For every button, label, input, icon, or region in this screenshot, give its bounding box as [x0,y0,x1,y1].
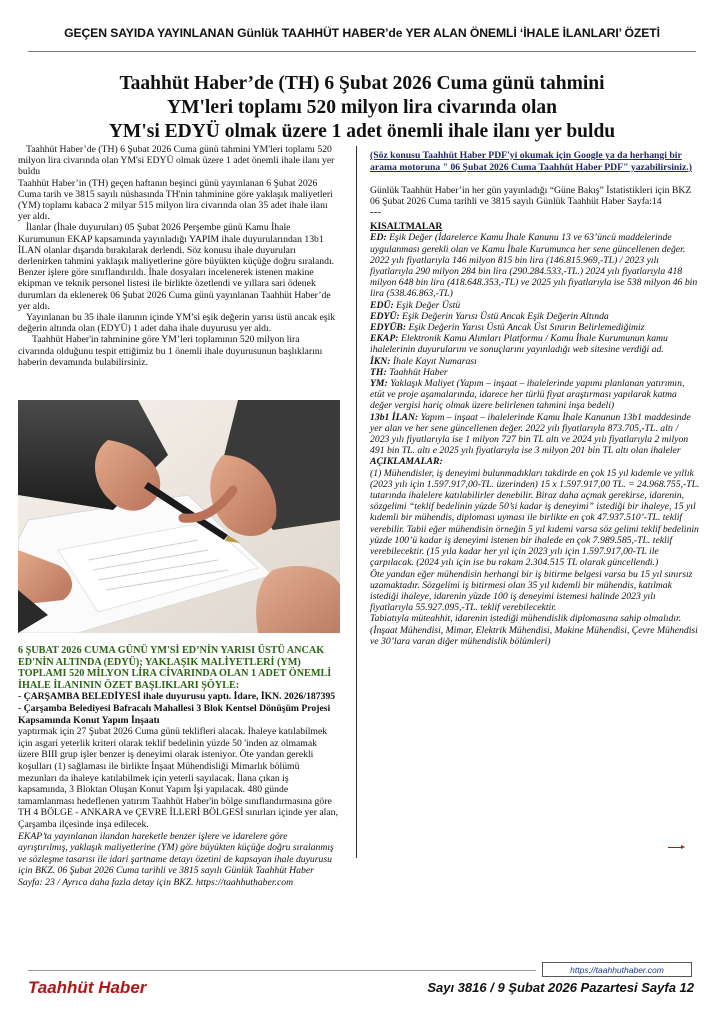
end-arrow-icon [668,847,682,848]
right-column [370,150,700,647]
abbreviation-key: EDYÜ: [370,310,400,322]
abbreviation-text: Yaklaşık Maliyet (Yapım – inşaat – ihalelerinde yapımı planlanan yatırımın, etüt ve proje aşamalarında, idarece her türlü fiyat araştırması yapılarak katma değer vergisi hariç olmak üzere belirlenen tahmini inşa bedeli) [370,378,685,412]
abbreviation-key: YM: [370,378,388,390]
abbreviation-text: Eşik Değer Üstü [393,299,461,311]
abbreviation-text: Eşik Değer (İdarelerce Kamu İhale Kanunu 13 ve 63’üncü maddelerinde uygulanması gerekli olan ve Kamu İhale Kurumunca her sene güncellenen değer. 2022 yılı fiyatlarıyla 146 milyon 815 bin lira (146.815.969,-TL) / 2023 yılı fiyatlarıyla 290 milyon 284 bin lira (290.284.533,-TL.) 2024 yılı fiyatlarıyla 418 milyon 648 bin lira (418.648.353,-TL) ve 2025 yılı fiyatlarıyla ise 538 milyon 46 bin lira (538.46.863,-TL) [370,232,698,300]
abbreviation-text: İhale Kayıt Numarası [390,355,477,367]
article-paragraph: Taahhüt Haber'in tahminine göre YM’leri toplamının 520 milyon lira civarında olduğunu tespit ettiğimiz bu 1 önemli ihale duyurusunun başlıklarını haberin devamında bulabilirsiniz. [18,334,323,368]
tender-summary [18,645,338,888]
gune-bakis-note: Günlük Taahhüt Haber’in her gün yayınladığı “Güne Bakış” İstatistikleri için BKZ 06 Şubat 2026 Cuma tarihli ve 3815 sayılı Günlük Taahhüt Haber Sayfa:14 [370,184,692,207]
headline-line-2: YM'leri toplamı 520 milyon lira civarında olan [167,97,557,118]
abbreviation-item [370,300,700,311]
abbreviations-list [370,232,700,456]
explanation-paragraph: Öte yandan eğer mühendisin herhangi bir iş bitirme belgesi varsa bu 15 yıl sınırsız uzamaktadır. Sözgelimi iş bitirmesi olan 35 yıl kıdemli bir mühendis, katılmak istediği ihaleye, idarenin yüzde 100 iş deneyimi istemesi halinde 2023 yılı fiyatlarıyla 55.927.095,-TL. teklif verebilecektir. [370,568,693,614]
explanation-paragraph: (1) Mühendisler, iş deneyimi bulunmadıkları takdirde en çok 15 yıl kıdemle ve yıllık (2023 yılı için 1.597.917,00-TL. üzerinden) 15 x 1.597.917,00 TL. = 24.968.755,-TL. tutarında ihalelere katılabilirler denebilir. Biraz daha açmak gerekirse, idarenin, sözgelimi “teklif bedelinin yüzde 50’si kadar iş deneyimi” istediği bir ihaleye, 15 yıl kıdemli bir mühendis, diploması uyması ile birlikte en çok 47.937.510’-TL. teklif verebilir. Tabii eğer mühendisin örneğin 5 yıl kıdemi varsa söz gelimi teklif bedelinin yüzde 100’ü kadar iş deneyimi istenen bir ihalede en çok 7.989.585,-TL. teklif verebilecektir. (15 yıla kadar her yıl için 2023 yılı için 1.597.917,00-TL ile çarpılacak. (2024 yılı için ise bu rakam 2.304.515 TL olarak güncellendi.) [370,467,700,569]
headline [30,72,694,144]
abbreviation-key: EDÜ: [370,299,394,311]
abbreviation-key: 13b1 İLAN: [370,411,419,423]
abbreviation-item [370,356,700,367]
abbreviation-key: TH: [370,366,387,378]
abbreviation-key: EKAP: [370,333,399,345]
article-paragraph: İlanlar (İhale duyuruları) 05 Şubat 2026 Perşembe günü Kamu İhale Kurumunun EKAP kapsamında yayınladığı YAPIM ihale duyurularından 13b1 İLAN olanlar dışarıda bırakılarak derlendi. Söz konusu ihale duyuruları derlenirken tahmini yaklaşık maliyetlerine göre büyükten küçüğe doğru sıralandı. Benzer işlere göre sınıflandırıldı. İhale dosyaları incelenerek istenen makine ekipman ve teknik personel listesi ile birlikte özetlendi ve yıllara sari ödenek durumları da eklenerek 06 Şubat 2026 Cuma günü yayınlanan Taahhüt Haber’de yer aldı. [18,222,335,312]
abbreviation-key: İKN: [370,355,391,367]
brand-logo: Taahhüt Haber [28,978,147,997]
abbreviation-text: Taahhüt Haber [386,366,448,378]
abbreviation-text: Elektronik Kamu Alımları Platformu / Kamu İhale Kurumunun kamu ihalelerinin duyurularını ve sonuçlarını yayınladığı web sitesine verdiği ad. [370,333,668,356]
column-divider [356,146,357,858]
section-title: GEÇEN SAYIDA YAYINLANAN Günlük TAAHHÜT HABER’de YER ALAN ÖNEMLİ ‘İHALE İLANLARI’ ÖZETİ [64,26,660,40]
abbreviation-item [370,232,700,299]
abbreviation-key: EDYÜB: [370,322,407,334]
abbreviation-item [370,322,700,333]
reference-note: EKAP’ta yayınlanan ilandan hareketle benzer işlere ve idarelere göre ayrıştırılmış, yaklaşık maliyetlerine (YM) göre büyükten küçüğe doğru sıralanmış ve sözleşme tasarısı ile idari şartname detayı özetini de kapsayan ihale duyurusu için BKZ. 06 Şubat 2026 Cuma tarihli ve 3815 sayılı Günlük Taahhüt Haber Sayfa: 23 / Ayrıca daha fazla detay için BKZ. https://taahhuthaber.com [18,830,334,888]
abbreviation-key: ED: [370,232,387,244]
issue-info: Sayı 3816 / 9 Şubat 2026 Pazartesi Sayfa 12 [427,980,694,995]
abbreviation-text: Eşik Değerin Yarısı Üstü Ancak Eşik Değerin Altında [399,310,609,322]
tender-details: yaptırmak için 27 Şubat 2026 Cuma günü teklifleri alacak. İhaleye katılabilmek için asgari yeterlik kriteri olarak teklif bedelinin yüzde 50 'inden az olmamak üzere BIII grup işler benzer iş deneyimi olarak isteniyor. Öte yandan gerekli koşulları (1) sağlaması ile birlikte İnşaat Mühendisliği Mimarlık bölümü mezunları da ihaleye katılabilmek için yeterli sayılacak. İlana çıkan iş kapsamında, 3 Bloktan Oluşan Konut Yapım İşi yapılacak. 480 günde tamamlanması hedeflenen yatırım Taahhüt Haber'in bölge sınıflandırmasına göre TH 4 BÖLGE - ANKARA ve ÇEVRE İLLERİ BÖLGESİ sınırları içinde yer alan, Çarşamba ilçesinde inşa edilecek. [18,726,338,830]
abbreviation-item [370,311,700,322]
summary-heading: 6 ŞUBAT 2026 CUMA GÜNÜ YM'Sİ ED’NİN YARISI ÜSTÜ ANCAK ED'NİN ALTINDA (EDYÜ); YAKLAŞIK MALİYETLERİ (YM) TOPLAMI 520 MİLYON LİRA CİVARINDA OLAN 1 ADET ÖNEMLİ İHALE İLANININ ÖZET BAŞLIKLARI ŞÖYLE: [18,645,332,691]
article-paragraph: Taahhüt Haber’de (TH) 6 Şubat 2026 Cuma günü tahmini YM'leri toplamı 520 milyon lira civarında olan YM'si EDYÜ olmak üzere 1 adet önemli ihale ilanı yer buldu [18,144,335,178]
top-divider [28,51,696,52]
article-paragraph: Taahhüt Haber’in (TH) geçen haftanın beşinci günü yayınlanan 6 Şubat 2026 Cuma tarih ve 3815 sayılı nüshasında TH'nin tahminine göre yaklaşık maliyetleri (YM) toplamı kabaca 2 milyar 515 milyon lira civarında olan 35 adet ihale ilanı yer aldı. [18,177,333,223]
handshake-document-photo-icon [18,400,340,633]
article-paragraph: Yayınlanan bu 35 ihale ilanının içinde YM’si eşik değerin yarısı üstü ancak eşik değerin altında olan (EDYÜ) 1 adet daha ihale duyurusu yer aldı. [18,312,336,335]
tender-title: - ÇARŞAMBA BELEDİYESİ ihale duyurusu yaptı. İdare, İKN. 2026/187395 - Çarşamba Belediyesi Bafracalı Mahallesi 3 Blok Kentsel Dönüşüm Projesi Kapsamında Konut Yapım İnşaatı [18,691,336,726]
abbreviation-item [370,378,700,412]
abbreviation-text: Yapım – inşaat – ihalelerinde Kamu İhale Kanunun 13b1 maddesinde yer alan ve her sene güncellenen değer. 2022 yılı fiyatlarıyla 873.705,-TL. altı / 2023 yılı fiyatlarıyla ise 1 milyon 727 bin TL altı ve 2024 yılı fiyatlarıyla 2 milyon 491 bin TL. altı e 2025 yılı fiyatlarıyla ise 3 milyon 201 bin TL altı olan ihaleler [370,411,691,457]
pdf-note: (Söz konusu Taahhüt Haber PDF'yi okumak için Google ya da herhangi bir arama motoruna " 06 Şubat 2026 Cuma Taahhüt Haber PDF" yazabilirsiniz.) [370,150,692,173]
left-article [18,144,338,368]
headline-line-1: Taahhüt Haber’de (TH) 6 Şubat 2026 Cuma günü tahmini [119,73,605,94]
abbreviations-title: KISALTMALAR [370,221,443,233]
abbreviation-item [370,333,700,355]
abbreviation-item [370,367,700,378]
explanations-list [370,468,700,647]
separator: --- [370,206,381,218]
abbreviation-text: Eşik Değerin Yarısı Üstü Ancak Üst Sınırın Belirlemediğimiz [406,322,645,334]
footer-divider [28,970,536,971]
explanations-title: AÇIKLAMALAR: [370,456,443,468]
abbreviation-item [370,412,700,457]
explanation-paragraph: Tabiatıyla müteahhit, idarenin istediği mühendislik diplomasına sahip olmalıdır. (İnşaat Mühendisi, Mimar, Elektrik Mühendisi, Makine Mühendisi, Çevre Mühendisi ve 30’lara varan diğer mühendislik bölümleri) [370,613,698,647]
headline-line-3: YM'si EDYÜ olmak üzere 1 adet önemli ihale ilanı yer buldu [108,121,616,142]
website-link[interactable]: https://taahhuthaber.com [542,962,692,977]
